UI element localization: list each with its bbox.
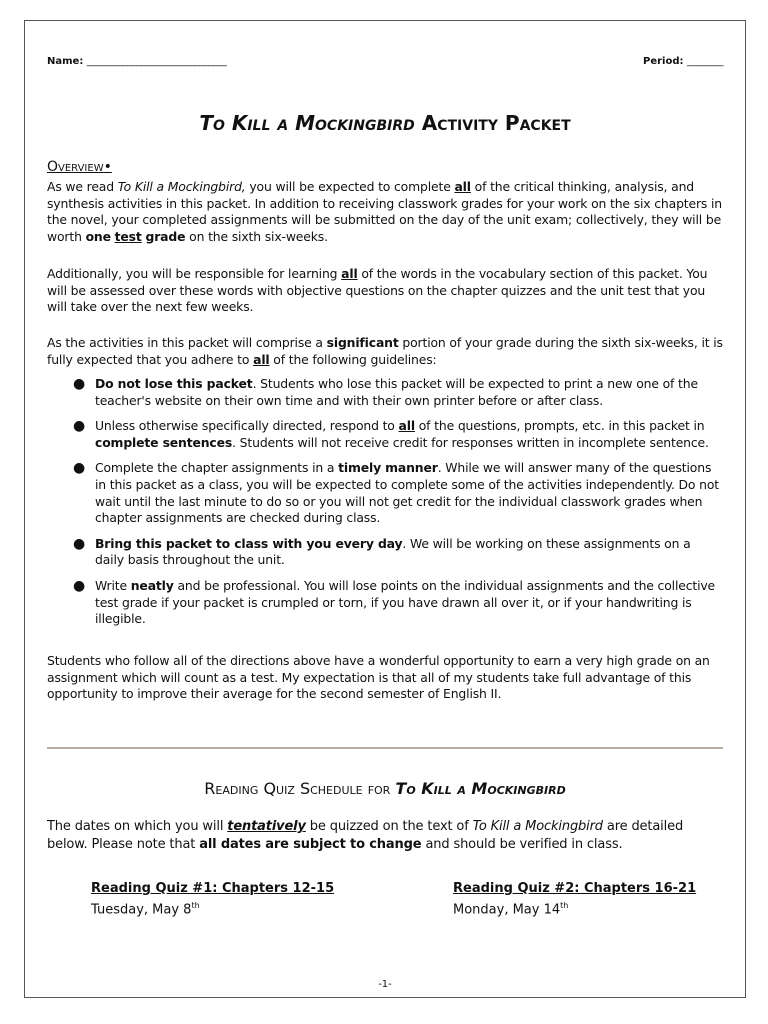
quiz-2-date — [453, 897, 696, 918]
bullet-2-pre: Unless otherwise specifically directed, respond to — [95, 418, 399, 434]
p1-grade: grade — [145, 228, 186, 244]
bullet-2-text: . Students will not receive credit for responses written in incomplete sentence. — [232, 434, 709, 450]
p1-book: To Kill a Mockingbird, — [117, 179, 246, 194]
list-item — [47, 418, 723, 451]
overview-paragraph-1 — [47, 179, 723, 245]
p1-one: one — [85, 228, 111, 244]
quiz-2-heading: Reading Quiz #2: Chapters 16-21 — [453, 881, 697, 896]
list-item — [47, 536, 723, 569]
bullet-icon: ● — [73, 460, 86, 477]
list-item — [47, 460, 723, 526]
bullet-icon: ● — [73, 577, 86, 594]
period-field[interactable] — [643, 56, 723, 67]
p1-text-b: you will be expected to complete — [245, 179, 455, 194]
p3-text-a: As the activities in this packet will comprise a — [47, 335, 327, 350]
p3-text-b: portion of your grade during the sixth six-weeks, it is fully expected that you adhere to — [47, 335, 723, 367]
p1-text-a: As we read — [47, 179, 118, 194]
page-title — [47, 111, 723, 135]
bullet-3-text: . While we will answer many of the questions in this packet as a class, you will be expected to complete some of the activities independently. Do not wait until the last minute to do so or you will not get credit for the individual classwork grades when chapter assignments are checked during class. — [95, 460, 719, 526]
bullet-2-bold: complete sentences — [95, 434, 233, 450]
p1-text-c: of the critical thinking, analysis, and synthesis activities in this packet. In addition to receiving classwork grades for your work on the six chapters in the novel, your completed assignments will be submitted on the day of the unit exam; collectively, they will be worth — [47, 179, 722, 244]
quiz-1 — [91, 880, 334, 918]
overview-paragraph-2 — [47, 266, 723, 316]
intro-book: To Kill a Mockingbird — [472, 819, 603, 834]
p3-significant: significant — [326, 335, 399, 350]
quiz-2-date-text: Monday, May 14 — [453, 902, 561, 918]
intro-text-a: The dates on which you will — [47, 819, 228, 834]
period-blank[interactable]: ________ — [687, 56, 723, 67]
bullet-3-bold: timely manner — [338, 460, 438, 476]
p2-text-a: Additionally, you will be responsible for learning — [47, 266, 342, 281]
quiz-1-date-text: Tuesday, May 8 — [91, 902, 192, 918]
title-rest: Activity Packet — [414, 111, 571, 135]
name-label: Name: — [47, 56, 84, 67]
list-item — [47, 376, 723, 409]
quiz-1-heading: Reading Quiz #1: Chapters 12-15 — [91, 881, 335, 896]
intro-text-b: be quizzed on the text of — [305, 819, 473, 834]
bullet-icon: ● — [73, 535, 86, 552]
bullet-5-bold: neatly — [130, 577, 174, 593]
p2-all: all — [341, 266, 358, 281]
intro-bold: all dates are subject to change — [199, 837, 422, 852]
bullet-1-text: . Students who lose this packet will be expected to print a new one of the teacher's website on their own time and with their own printer before or after class. — [95, 376, 698, 408]
bullet-2-mid: of the questions, prompts, etc. in this packet in — [414, 418, 705, 434]
overview-heading-text: Overview — [47, 159, 104, 175]
bullet-4-bold: Bring this packet to class with you every day — [95, 535, 403, 551]
list-item — [47, 578, 723, 628]
period-label: Period: — [643, 56, 684, 67]
p1-test: test — [114, 228, 142, 244]
quiz-1-date-sup: th — [191, 901, 200, 910]
bullet-5-pre: Write — [95, 577, 131, 593]
bullet-2-all: all — [398, 418, 415, 434]
quiz-intro-paragraph — [47, 818, 723, 854]
bullet-icon: ● — [73, 418, 86, 435]
page-number: -1- — [378, 979, 392, 990]
title-book: To Kill a Mockingbird — [199, 111, 415, 135]
section-divider — [47, 747, 723, 749]
p3-text-c: of the following guidelines: — [269, 351, 437, 367]
quiz-2 — [453, 880, 696, 918]
p3-all: all — [253, 351, 270, 367]
bullet-1-bold: Do not lose this packet — [95, 376, 253, 391]
overview-heading-mark: • — [103, 159, 112, 175]
overview-paragraph-4: Students who follow all of the directions above have a wonderful opportunity to earn a very high grade on an assignment which will count as a test. My expectation is that all of my students take full advantage of this opportunity to improve their average for the second semester of English II. — [47, 653, 710, 702]
quiz-2-date-sup: th — [560, 901, 569, 910]
overview-paragraph-3 — [47, 335, 723, 368]
intro-tentatively: tentatively — [227, 819, 306, 834]
document-page — [24, 20, 746, 998]
intro-text-d: and should be verified in class. — [421, 837, 623, 852]
quiz-title-text: Reading Quiz Schedule for — [204, 779, 396, 798]
intro-text-c: are detailed below. Please note that — [47, 819, 684, 852]
name-blank[interactable]: _______________________________ — [86, 56, 227, 67]
quiz-schedule-title — [47, 779, 723, 798]
guidelines-list — [47, 376, 723, 637]
bullet-4-text: . We will be working on these assignments on a daily basis throughout the unit. — [95, 535, 691, 568]
quiz-1-date — [91, 897, 334, 918]
quiz-title-book: To Kill a Mockingbird — [395, 779, 566, 798]
p1-text-d: on the sixth six-weeks. — [185, 228, 328, 244]
bullet-icon: ● — [73, 376, 86, 392]
name-field[interactable] — [47, 56, 226, 67]
p2-text-b: of the words in the vocabulary section of this packet. You will be assessed over these words with objective questions on the chapter quizzes and the unit test that you will take over the next few weeks. — [47, 266, 708, 315]
bullet-3-pre: Complete the chapter assignments in a — [95, 460, 339, 476]
p1-all: all — [454, 179, 471, 194]
overview-heading — [47, 159, 112, 175]
bullet-5-text: and be professional. You will lose points on the individual assignments and the collective test grade if your packet is crumpled or torn, if you have drawn all over it, or if your handwriting is illegible. — [95, 577, 716, 627]
